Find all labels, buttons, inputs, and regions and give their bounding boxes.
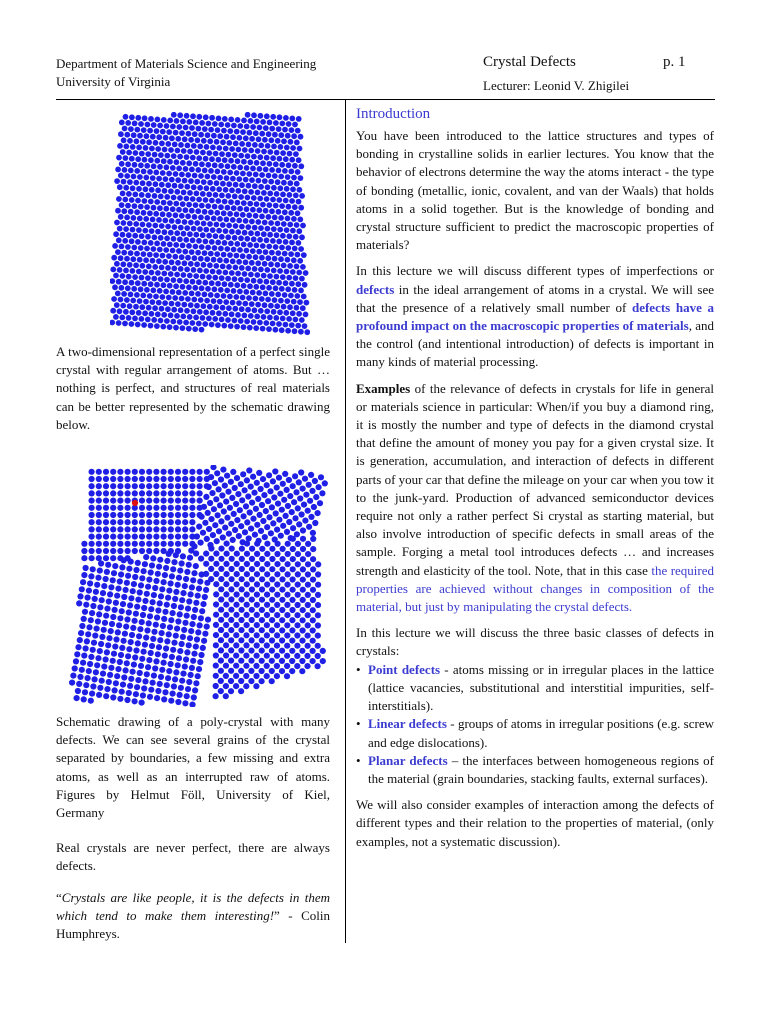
humphreys-quote (56, 889, 330, 944)
defect-class-name: Linear defects (368, 716, 447, 732)
p3-highlight: the required properties are achieved without changes in composition of the material, but just by manipulating the crystal defects. (356, 562, 714, 615)
list-item (356, 715, 714, 751)
department-name: Department of Materials Science and Engineering (56, 56, 317, 71)
document-title-row (483, 53, 713, 71)
list-item (356, 661, 714, 716)
defect-class-description: – the interfaces between homogeneous regions of the material (grain boundaries, stacking faults, external surfaces). (368, 752, 714, 786)
header-left (56, 55, 316, 91)
quote-close-mark: ” - (274, 908, 293, 924)
defect-class-description: - atoms missing or in irregular places in the lattice (lattice vacancies, substitutional and interstitial impurities, self-interstitials). (368, 661, 714, 714)
p2-text-a: In this lecture we will discuss different types of imperfections or (356, 263, 714, 279)
main-text-column (356, 104, 714, 859)
defects-paragraph (356, 262, 714, 371)
examples-paragraph (356, 380, 714, 617)
examples-term: Examples (356, 380, 411, 396)
section-title: Introduction (356, 106, 431, 122)
defect-classes-list (356, 661, 714, 788)
header-divider (56, 99, 715, 100)
header-right (483, 53, 713, 95)
classes-intro: In this lecture we will discuss the three basic classes of defects in crystals: (356, 625, 714, 659)
perfect-crystal-figure (110, 112, 310, 337)
lecturer: Lecturer: Leonid V. Zhigilei (483, 78, 630, 93)
page-number: p. 1 (663, 54, 686, 70)
p2-text-e: , and the control (and intentional introduction) of defects is important in many kinds of material processing. (356, 318, 714, 370)
quote-author: Colin Humphreys. (56, 908, 330, 942)
list-item (356, 752, 714, 788)
figure1-caption: A two-dimensional representation of a perfect single crystal with regular arrangement of atoms. But … nothing is perfect, and structures of real materials can be better represented by the schematic drawing below. (56, 344, 330, 432)
p2-impact-phrase: defects have a profound impact on the macroscopic properties of materials (356, 299, 714, 334)
p2-defects-term: defects (356, 281, 395, 297)
quote-text: Crystals are like people, it is the defects in them which tend to make them interesting! (56, 890, 330, 924)
polycrystal-figure (62, 465, 330, 707)
real-crystals-statement: Real crystals are never perfect, there are always defects. (56, 840, 330, 874)
defect-class-name: Planar defects (368, 752, 448, 768)
document-title: Crystal Defects (483, 54, 576, 70)
defect-class-name: Point defects (368, 661, 441, 677)
p2-text-c: in the ideal arrangement of atoms in a crystal. We will see that the presence of a relatively small number of (356, 281, 714, 315)
bullet: • (356, 716, 361, 732)
bullet: • (356, 752, 361, 768)
bullet: • (356, 661, 361, 677)
university-name: University of Virginia (56, 74, 171, 89)
quote-open-mark: “ (56, 890, 62, 905)
p3-text-b: of the relevance of defects in crystals for life in general or materials science in particular: When/if you buy a diamond ring, it is mostly the number and type of defects in the diamond crystal that define the amount of money you pay for a given crystal size. It is generation, accumulation, and interaction of defects in different parts of your car that define the mileage on your car when you tow it to the junk-yard. Production of advanced semiconductor devices require not only a rather perfect Si crystal as starting material, but also involve introduction of specific defects in small areas of the sample. Forging a metal tool introduces defects … and increases strength and elasticity of the tool. Note, that in this case (356, 380, 714, 578)
column-divider (345, 100, 346, 943)
closing-paragraph: We will also consider examples of interaction among the defects of different types and their relation to the properties of material, (only examples, not a systematic discussion). (356, 797, 714, 849)
intro-paragraph: You have been introduced to the lattice structures and types of bonding in crystalline solids in earlier lectures. You know that the behavior of electrons determine the way the atoms interact - the type of bonding (metallic, ionic, covalent, and van der Waals) that holds atoms in a solid together. But is the knowledge of bonding and crystal structure sufficient to predict the macroscopic properties of materials? (356, 128, 714, 253)
figure2-caption: Schematic drawing of a poly-crystal with many defects. We can see several grains of the crystal separated by boundaries, a few missing and extra atoms, as well as an interrupted raw of atoms. Figures by Helmut Föll, University of Kiel, Germany (56, 714, 330, 821)
defect-class-description: - groups of atoms in irregular positions (e.g. screw and edge dislocations). (368, 716, 714, 750)
